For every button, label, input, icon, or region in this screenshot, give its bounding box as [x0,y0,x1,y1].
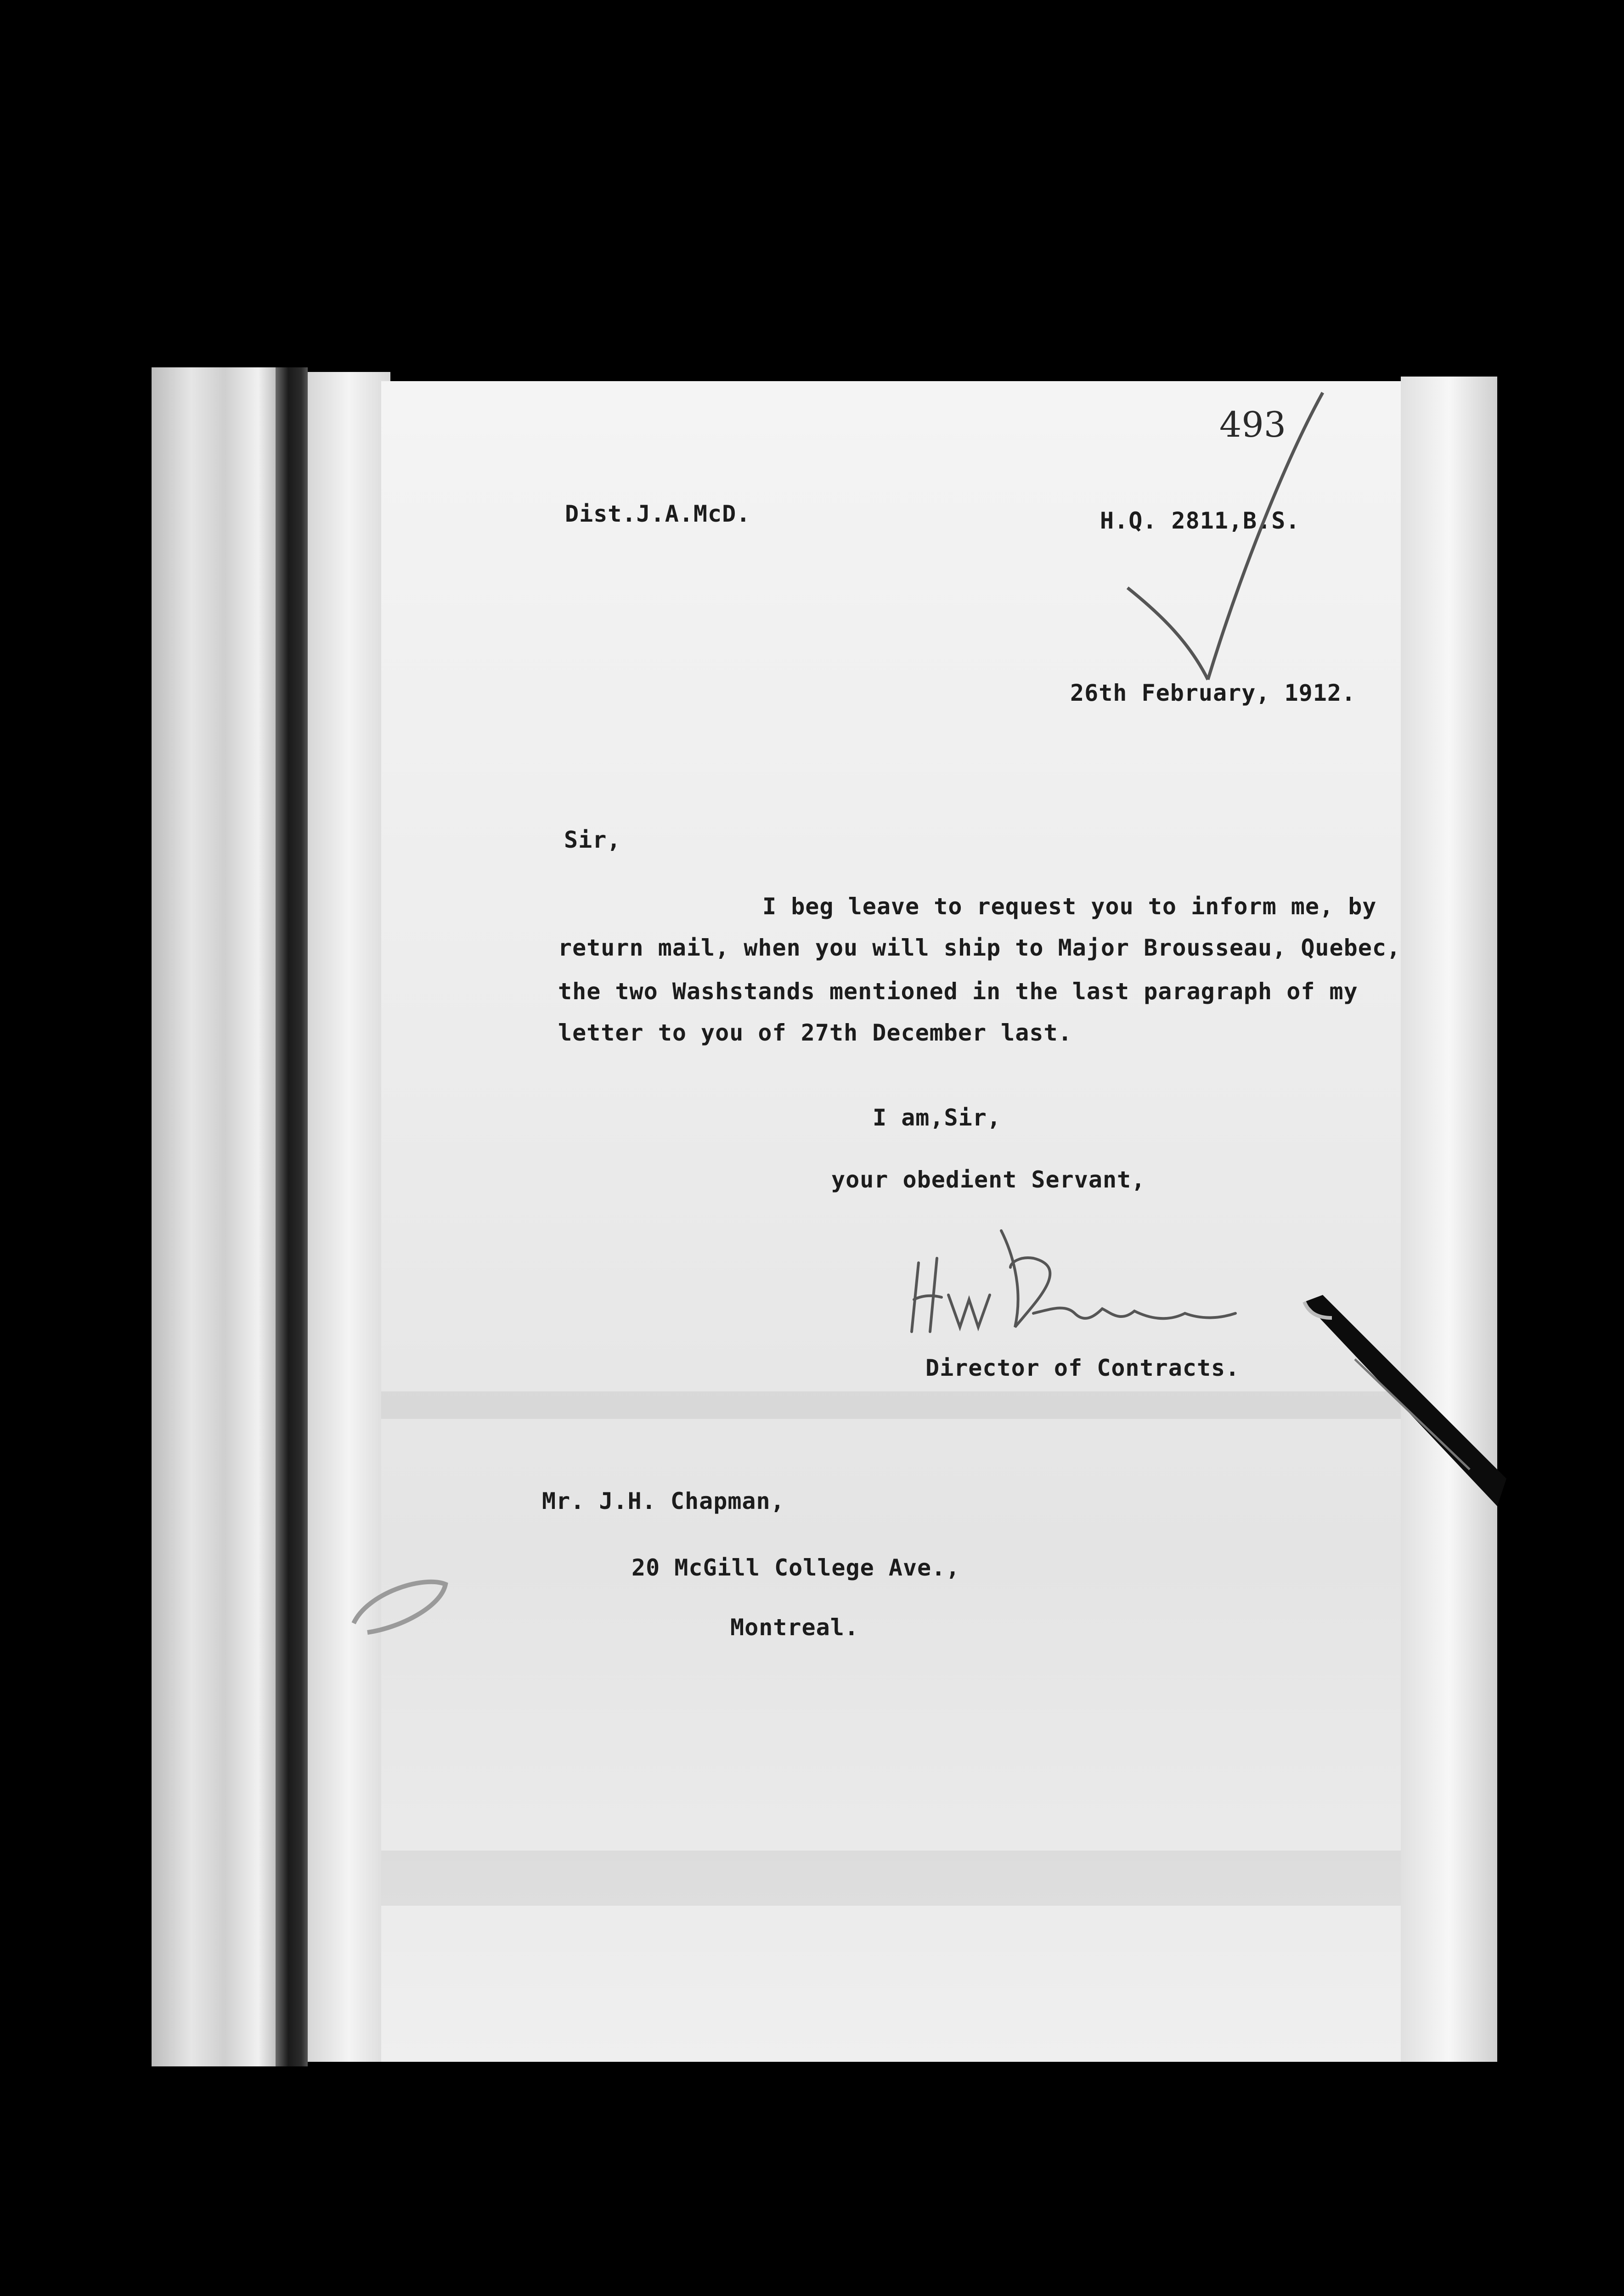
closing-line: your obedient Servant, [831,1166,1146,1193]
pencil-check-mark [1128,393,1323,680]
addressee-street: 20 McGill College Ave., [632,1554,960,1581]
paper-clip-mark [354,1582,445,1632]
reference-right: H.Q. 2811,B.S. [1100,507,1300,534]
pen-icon [1304,1295,1506,1506]
signature [912,1231,1235,1332]
page-number: 493 [1219,404,1286,445]
salutation: Sir, [564,827,621,853]
body-line: letter to you of 27th December last. [558,1019,1072,1046]
signatory-title: Director of Contracts. [925,1355,1240,1381]
body-line: the two Washstands mentioned in the last paragraph of my [558,978,1358,1005]
body-line: I beg leave to request you to inform me, by [762,893,1377,920]
reference-left: Dist.J.A.McD. [565,501,751,527]
addressee-city: Montreal. [730,1614,859,1641]
closing-line: I am,Sir, [873,1104,1001,1131]
letter-date: 26th February, 1912. [1070,680,1356,706]
addressee-name: Mr. J.H. Chapman, [542,1488,785,1514]
body-line: return mail, when you will ship to Major Brousseau, Quebec, [558,934,1401,961]
